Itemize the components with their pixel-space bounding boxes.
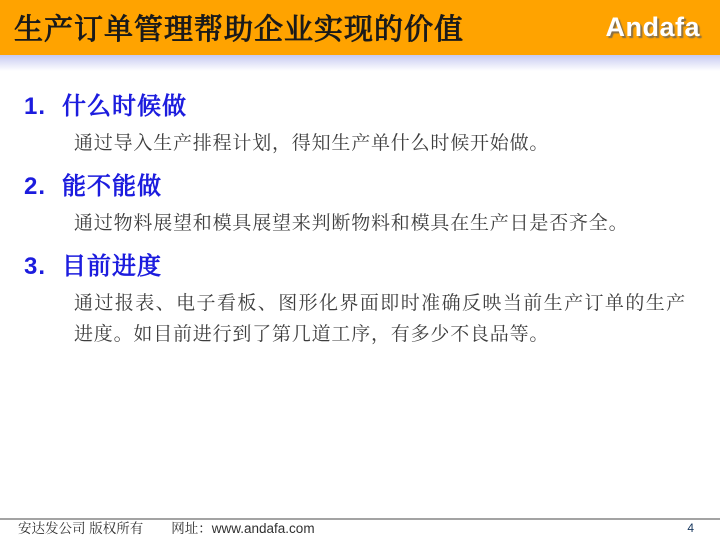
item-heading [0, 172, 720, 202]
slide-title: 生产订单管理帮助企业实现的价值 [14, 14, 465, 46]
item-heading [0, 252, 720, 282]
andafa-logo: Andafa [605, 12, 700, 42]
slide-body [0, 92, 720, 363]
list-item [0, 92, 720, 159]
slide-header-bar [0, 0, 720, 55]
footer [18, 517, 315, 537]
list-item [0, 172, 720, 239]
footer-website: 网址：www.andafa.com [171, 521, 315, 536]
list-item [0, 252, 720, 350]
item-number: 3. [24, 253, 47, 280]
page-number: 4 [687, 521, 694, 535]
item-heading-label: 目前进度 [62, 253, 162, 280]
item-heading-label: 能不能做 [62, 173, 162, 200]
item-number: 2. [24, 173, 47, 200]
item-description: 通过物料展望和模具展望来判断物料和模具在生产日是否齐全。 [74, 213, 629, 234]
item-heading-label: 什么时候做 [62, 93, 187, 120]
item-number: 1. [24, 93, 47, 120]
header-fade-strip [0, 55, 720, 71]
item-description: 通过报表、电子看板、图形化界面即时准确反映当前生产订单的生产进度。如目前进行到了第几道工序，有多少不良品等。 [74, 293, 686, 345]
item-heading [0, 92, 720, 122]
item-description: 通过导入生产排程计划，得知生产单什么时候开始做。 [74, 133, 550, 154]
footer-copyright: 安达发公司 版权所有 [18, 521, 144, 536]
